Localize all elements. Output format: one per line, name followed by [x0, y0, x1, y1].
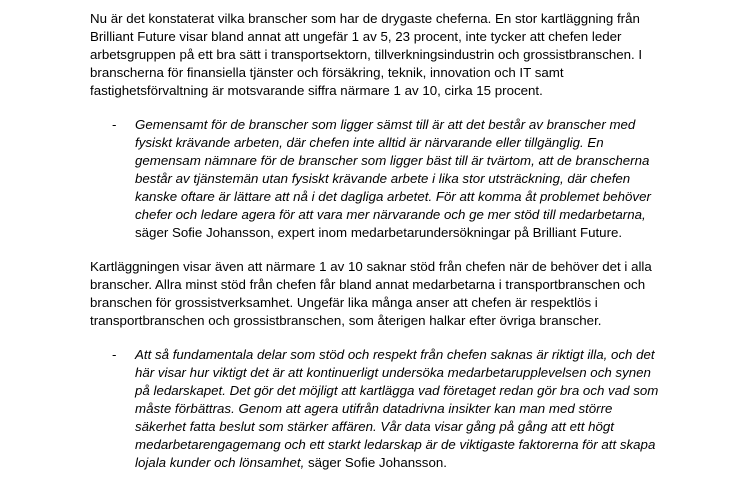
body-paragraph: Kartläggningen visar även att närmare 1 av 10 saknar stöd från chefen när de behöver det i alla branscher. Allra minst stöd från chefen får bland annat medarbetarna i transportbranschen och branschen för grossistverksamhet. Ungefär lika många anser att chefen är respektlös i transportbranschen och grossistbranschen, som återigen halkar efter övriga branscher.: [90, 259, 652, 328]
quote-attribution: säger Sofie Johansson, expert inom medarbetarundersökningar på Brilliant Future.: [135, 225, 623, 240]
bullet-dash: -: [112, 117, 117, 132]
quote-italic-text: Gemensamt för de branscher som ligger sämst till är att det består av branscher med fysiskt krävande arbeten, där chefen inte alltid är närvarande eller tillgänglig. En gemensam nämnare för de branscher som ligger bäst till är tvärtom, att de branscherna består av tjänstemän utan fysiskt krävande arbete i lika stor utsträckning, där chefen kanske oftare är lättare att nå i det dagliga arbetet. För att komma åt problemet behöver chefer och ledare agera för att vara mer närvarande och ge mer stöd till medarbetarna,: [135, 117, 651, 222]
quote-block-2: [90, 346, 660, 472]
quote-attribution: säger Sofie Johansson.: [304, 455, 447, 470]
bullet-dash: -: [112, 347, 117, 362]
quote-text: [135, 346, 660, 472]
document-body: [90, 10, 660, 488]
intro-paragraph: Nu är det konstaterat vilka branscher som har de drygaste cheferna. En stor kartläggning från Brilliant Future visar bland annat att ungefär 1 av 5, 23 procent, inte tycker att chefen leder arbetsgruppen på ett bra sätt i transportsektorn, tillverkningsindustrin och grossistbranschen. I branscherna för finansiella tjänster och försäkring, teknik, innovation och IT samt fastighetsförvaltning är motsvarande siffra närmare 1 av 10, cirka 15 procent.: [90, 11, 643, 98]
quote-text: [135, 116, 660, 242]
quote-italic-text: Att så fundamentala delar som stöd och respekt från chefen saknas är riktigt illa, och det här visar hur viktigt det är att kontinuerligt undersöka medarbetarupplevelsen och synen på ledarskapet. Det gör det möjligt att kartlägga vad företaget redan gör bra och vad som måste förbättras. Genom att agera utifrån datadrivna insikter kan man med större säkerhet fatta beslut som stärker affären. Vår data visar gång på gång att ett högt medarbetarengagemang och ett starkt ledarskap är de viktigaste faktorerna för att skapa lojala kunder och lönsamhet,: [135, 347, 659, 470]
quote-block-1: [90, 116, 660, 242]
